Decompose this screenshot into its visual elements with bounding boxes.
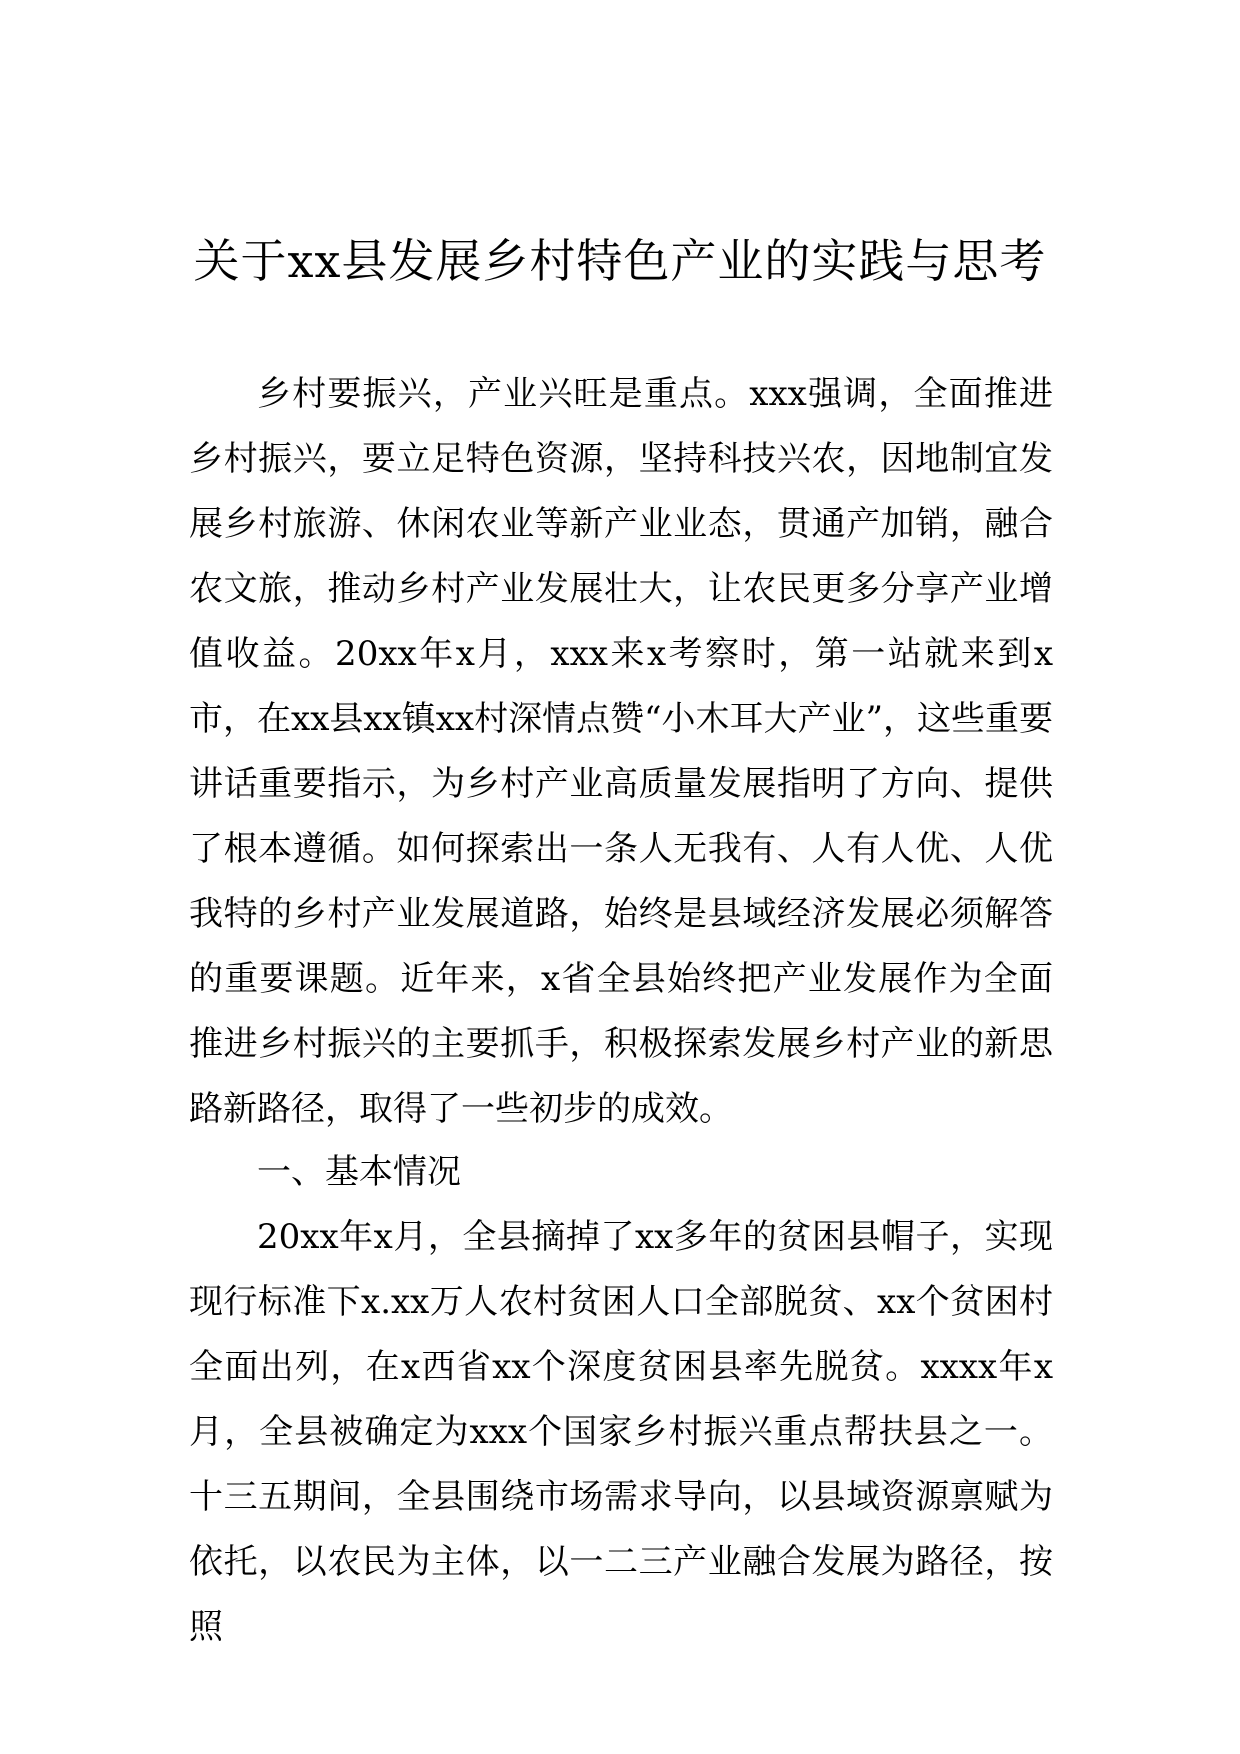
paragraph-block-basic-situation <box>189 1205 1053 1660</box>
paragraph-basic-situation: 20xx年x月，全县摘掉了xx多年的贫困县帽子，实现现行标准下x.xx万人农村贫困人口全部脱贫、xx个贫困村全面出列，在x西省xx个深度贫困县率先脱贫。xxxx年x月，全县被确定为xxx个国家乡村振兴重点帮扶县之一。十三五期间，全县围绕市场需求导向，以县域资源禀赋为依托，以农民为主体，以一二三产业融合发展为路径，按照 <box>189 1217 1053 1647</box>
document-title: 关于xx县发展乡村特色产业的实践与思考 <box>193 234 1047 288</box>
section-heading-basic-situation: 一、基本情况 <box>257 1152 461 1192</box>
paragraph-intro: 乡村要振兴，产业兴旺是重点。xxx强调，全面推进乡村振兴，要立足特色资源，坚持科技兴农，因地制宜发展乡村旅游、休闲农业等新产业业态，贯通产加销，融合农文旅，推动乡村产业发展壮大，让农民更多分享产业增值收益。20xx年x月，xxx来x考察时，第一站就来到x市，在xx县xx镇xx村深情点赞“小木耳大产业”，这些重要讲话重要指示，为乡村产业高质量发展指明了方向、提供了根本遵循。如何探索出一条人无我有、人有人优、人优我特的乡村产业发展道路，始终是县域经济发展必须解答的重要课题。近年来，x省全县始终把产业发展作为全面推进乡村振兴的主要抓手，积极探索发展乡村产业的新思路新路径，取得了一些初步的成效。 <box>189 374 1053 1129</box>
paragraph-block-intro <box>189 362 1053 1142</box>
section-heading-block <box>189 1140 1053 1205</box>
